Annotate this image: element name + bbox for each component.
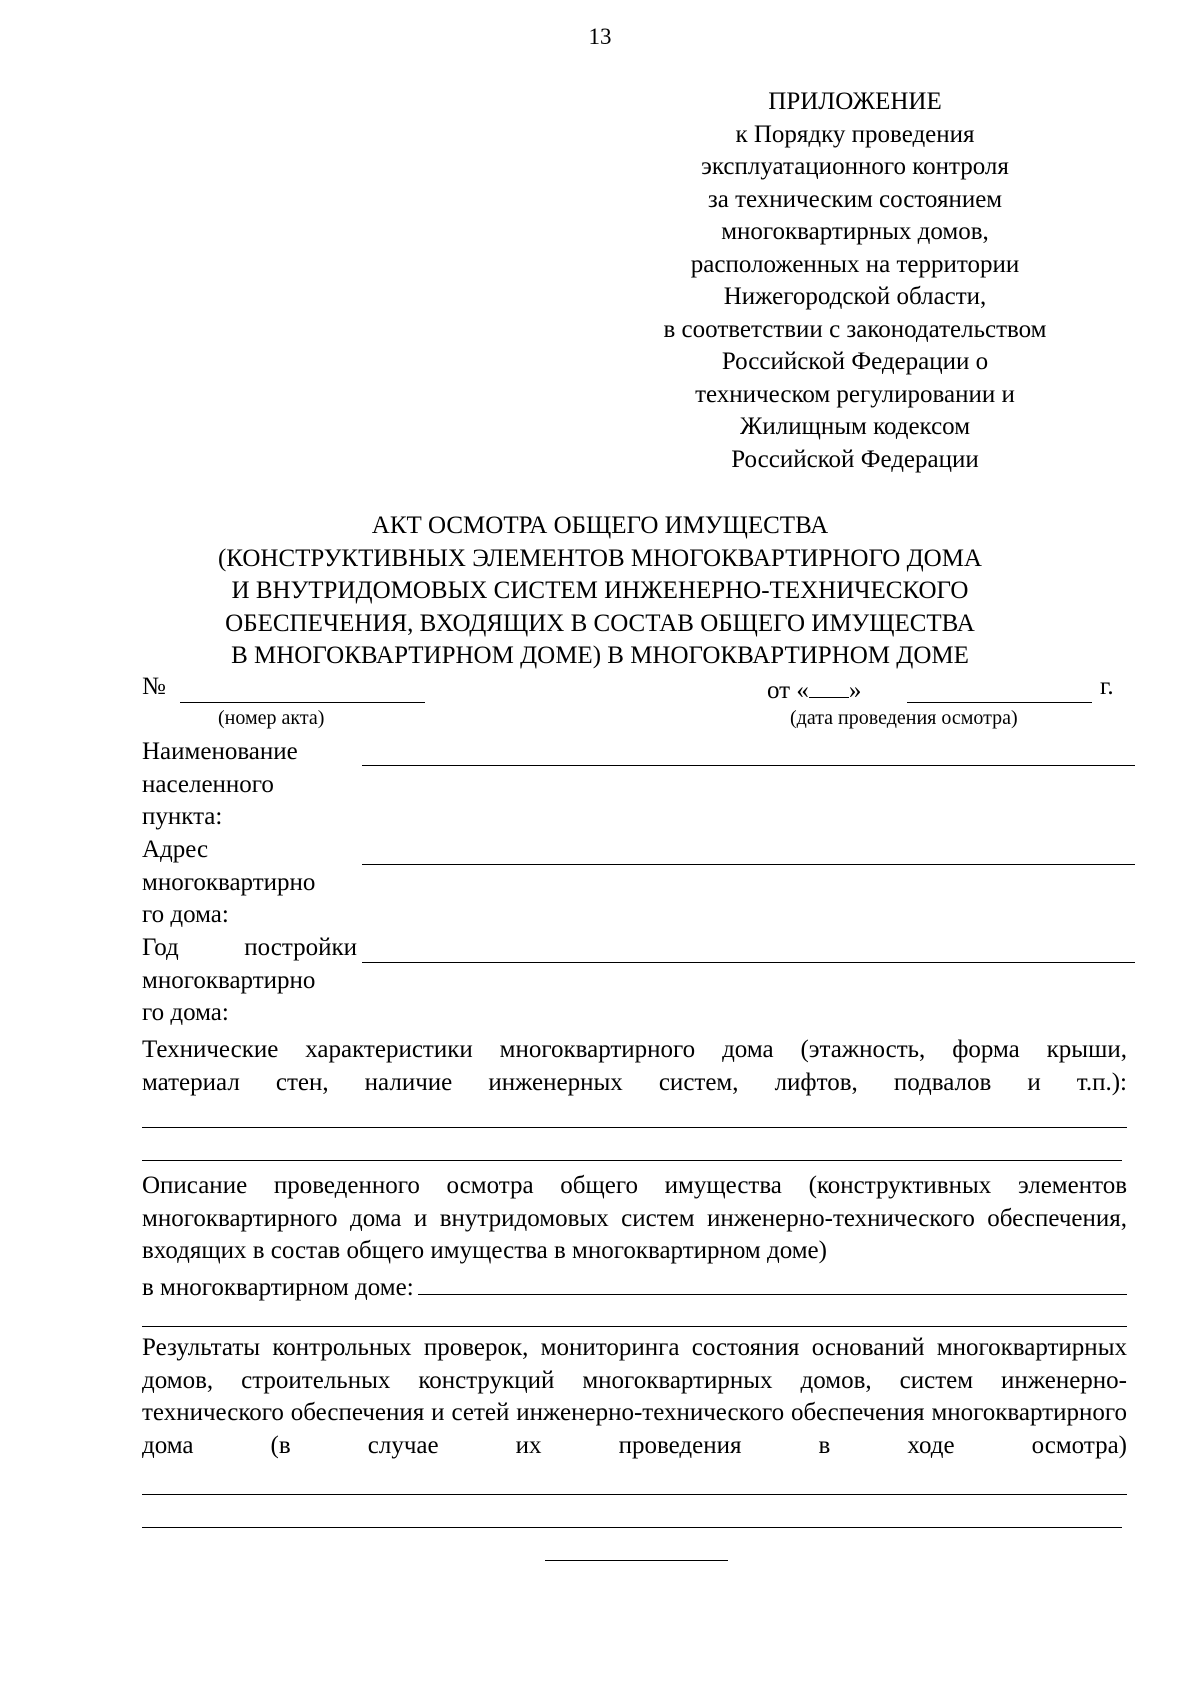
settlement-label-line: пункта: bbox=[142, 803, 223, 830]
address-label-line: Адрес bbox=[142, 836, 209, 863]
tech-characteristics-line: Технические характеристики многоквартирного дома (этажность, форма крыши, bbox=[142, 1036, 1127, 1063]
appendix-line: ПРИЛОЖЕНИЕ bbox=[768, 88, 942, 115]
date-mid: » bbox=[848, 677, 862, 704]
appendix-line: Российской Федерации о bbox=[721, 348, 989, 375]
tech-characteristics-field[interactable] bbox=[142, 1160, 1122, 1161]
settlement-label-line: Наименование bbox=[142, 738, 298, 765]
act-title-line: И ВНУТРИДОМОВЫХ СИСТЕМ ИНЖЕНЕРНО-ТЕХНИЧЕСКОГО bbox=[231, 577, 969, 604]
control-results-text: Результаты контрольных проверок, мониторинга состояния оснований многоквартирных домов, строительных конструкций многоквартирных домов, систем инженерно-технического обеспечения и сетей инженерно-технического обеспечения многоквартирного дома (в случае их проведения в ходе осмотра) bbox=[142, 1334, 1127, 1459]
inspection-description-field[interactable] bbox=[418, 1268, 1127, 1295]
appendix-line: расположенных на территории bbox=[690, 250, 1020, 278]
appendix-line: в соответствии с законодательством bbox=[663, 315, 1047, 343]
appendix-line: Жилищным кодексом bbox=[739, 413, 971, 440]
act-title-line: АКТ ОСМОТРА ОБЩЕГО ИМУЩЕСТВА bbox=[371, 512, 829, 539]
appendix-line: эксплуатационного контроля bbox=[701, 153, 1009, 180]
control-results-field[interactable] bbox=[142, 1494, 1127, 1495]
number-sign: № bbox=[142, 673, 166, 700]
act-number-date-row bbox=[142, 673, 1127, 707]
appendix-line: Нижегородской области, bbox=[723, 283, 987, 310]
act-title-line: ОБЕСПЕЧЕНИЯ, ВХОДЯЩИХ В СОСТАВ ОБЩЕГО ИМУЩЕСТВА bbox=[225, 609, 975, 637]
inspection-description-field[interactable] bbox=[142, 1326, 1127, 1327]
appendix-line: Российской Федерации bbox=[731, 445, 979, 473]
date-day-field[interactable] bbox=[809, 673, 849, 698]
inspection-description bbox=[142, 1170, 1127, 1304]
act-title-line: В МНОГОКВАРТИРНОМ ДОМЕ) В МНОГОКВАРТИРНОМ ДОМЕ bbox=[231, 642, 969, 669]
settlement-field[interactable] bbox=[362, 765, 1135, 766]
address-label-line: многоквартирно bbox=[142, 868, 316, 896]
settlement-label bbox=[142, 736, 357, 834]
act-number-field[interactable] bbox=[180, 702, 425, 703]
act-number-caption: (номер акта) bbox=[218, 707, 325, 729]
year-field[interactable] bbox=[362, 962, 1135, 963]
end-separator bbox=[545, 1560, 728, 1561]
appendix-line: за техническим состоянием bbox=[707, 185, 1003, 213]
control-results bbox=[142, 1332, 1127, 1462]
tech-characteristics-field[interactable] bbox=[142, 1127, 1127, 1128]
address-label bbox=[142, 834, 357, 932]
page-number: 13 bbox=[588, 24, 612, 49]
year-label bbox=[142, 932, 357, 1030]
year-label-line: го дома: bbox=[142, 999, 229, 1026]
tech-characteristics bbox=[142, 1034, 1127, 1099]
address-label-line: го дома: bbox=[142, 901, 229, 928]
appendix-header bbox=[595, 86, 1115, 476]
act-title-line: (КОНСТРУКТИВНЫХ ЭЛЕМЕНТОВ МНОГОКВАРТИРНОГО ДОМА bbox=[217, 544, 982, 572]
control-results-field[interactable] bbox=[142, 1527, 1122, 1528]
date-suffix: г. bbox=[1100, 673, 1114, 700]
appendix-line: к Порядку проведения bbox=[735, 120, 975, 148]
settlement-label-line: населенного bbox=[142, 770, 274, 798]
date-day-group bbox=[767, 673, 861, 705]
act-date-caption: (дата проведения осмотра) bbox=[790, 707, 1018, 729]
inspection-description-last-line: в многоквартирном доме: bbox=[142, 1273, 414, 1301]
appendix-line: многоквартирных домов, bbox=[721, 218, 989, 245]
appendix-line: техническом регулировании и bbox=[695, 380, 1015, 408]
act-title bbox=[140, 510, 1060, 673]
year-label-line: Год постройки bbox=[142, 934, 357, 961]
inspection-description-text: Описание проведенного осмотра общего имущества (конструктивных элементов многоквартирного дома и внутридомовых систем инженерно-технического обеспечения, входящих в состав общего имущества в многоквартирном доме) bbox=[142, 1172, 1127, 1264]
tech-characteristics-line: материал стен, наличие инженерных систем, лифтов, подвалов и т.п.): bbox=[142, 1068, 1127, 1096]
address-field[interactable] bbox=[362, 864, 1135, 865]
year-label-line: многоквартирно bbox=[142, 966, 316, 994]
date-prefix: от « bbox=[767, 677, 809, 704]
date-month-year-field[interactable] bbox=[907, 702, 1092, 703]
